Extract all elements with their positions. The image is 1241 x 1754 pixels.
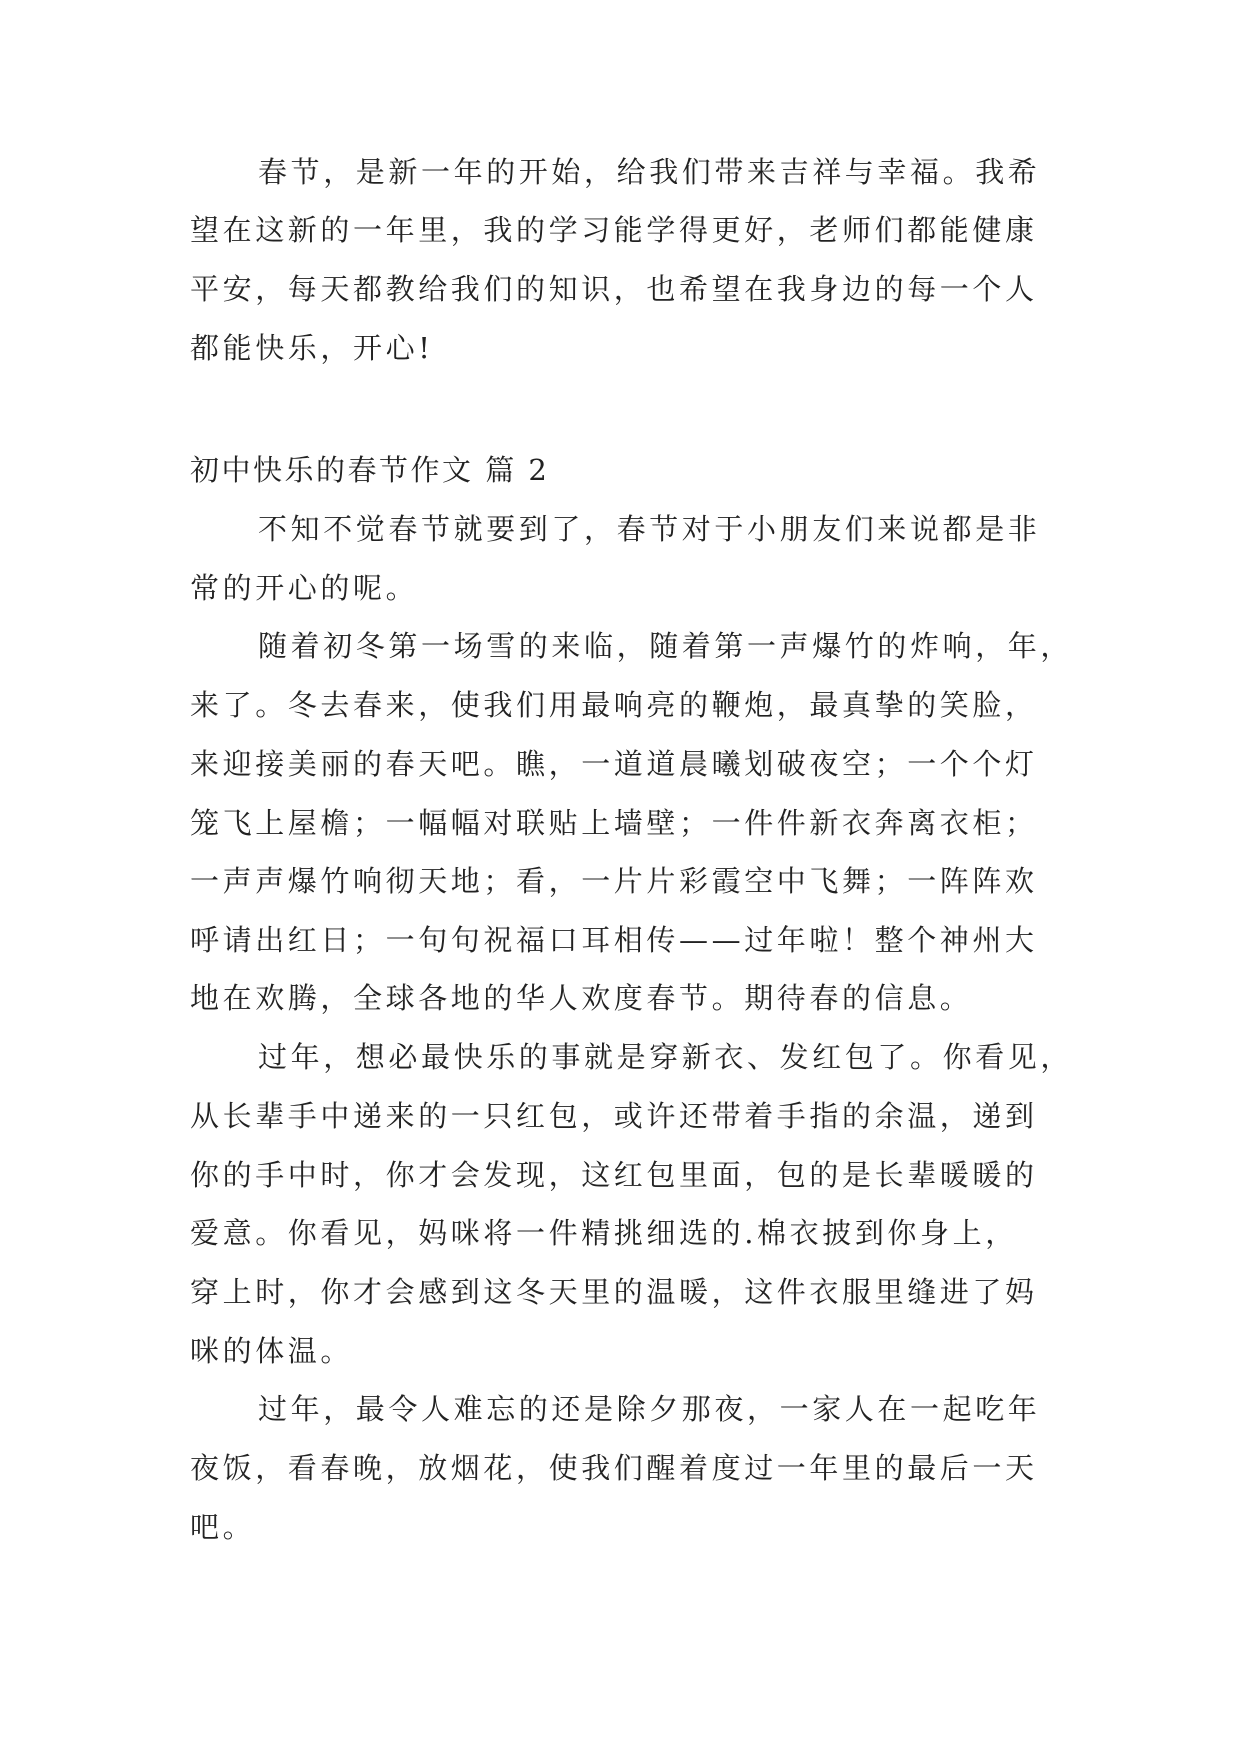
paragraph-line: 过年，想必最快乐的事就是穿新衣、发红包了。你看见， (258, 1040, 1074, 1074)
paragraph-line: 平安，每天都教给我们的知识，也希望在我身边的每一个人 (190, 272, 1038, 306)
paragraph-line: 地在欢腾，全球各地的华人欢度春节。期待春的信息。 (190, 981, 973, 1015)
paragraph-line: 呼请出红日；一句句祝福口耳相传——过年啦！整个神州大 (190, 923, 1038, 957)
paragraph-line: 过年，最令人难忘的还是除夕那夜，一家人在一起吃年 (258, 1392, 1041, 1426)
paragraph-line: 望在这新的一年里，我的学习能学得更好，老师们都能健康 (190, 213, 1038, 247)
section-title: 初中快乐的春节作文 篇 2 (190, 453, 550, 487)
paragraph-line: 笼飞上屋檐；一幅幅对联贴上墙壁；一件件新衣奔离衣柜； (190, 806, 1038, 840)
paragraph-line: 夜饭，看春晚，放烟花，使我们醒着度过一年里的最后一天 (190, 1451, 1038, 1485)
paragraph-line: 爱意。你看见，妈咪将一件精挑细选的.棉衣披到你身上， (190, 1216, 1018, 1250)
paragraph-line: 常的开心的呢。 (190, 571, 419, 605)
paragraph-line: 你的手中时，你才会发现，这红包里面，包的是长辈暖暖的 (190, 1158, 1038, 1192)
paragraph-line: 春节，是新一年的开始，给我们带来吉祥与幸福。我希 (258, 155, 1041, 189)
paragraph-line: 从长辈手中递来的一只红包，或许还带着手指的余温，递到 (190, 1099, 1038, 1133)
paragraph-line: 穿上时，你才会感到这冬天里的温暖，这件衣服里缝进了妈 (190, 1275, 1038, 1309)
paragraph-line: 吧。 (190, 1510, 256, 1544)
paragraph-line: 咪的体温。 (190, 1334, 354, 1368)
paragraph-line: 来迎接美丽的春天吧。瞧，一道道晨曦划破夜空；一个个灯 (190, 747, 1038, 781)
paragraph-line: 随着初冬第一场雪的来临，随着第一声爆竹的炸响，年， (258, 629, 1074, 663)
paragraph-line: 不知不觉春节就要到了，春节对于小朋友们来说都是非 (258, 512, 1041, 546)
paragraph-line: 来了。冬去春来，使我们用最响亮的鞭炮，最真挚的笑脸， (190, 688, 1038, 722)
paragraph-line: 一声声爆竹响彻天地；看，一片片彩霞空中飞舞；一阵阵欢 (190, 864, 1038, 898)
paragraph-line: 都能快乐，开心! (190, 331, 434, 365)
